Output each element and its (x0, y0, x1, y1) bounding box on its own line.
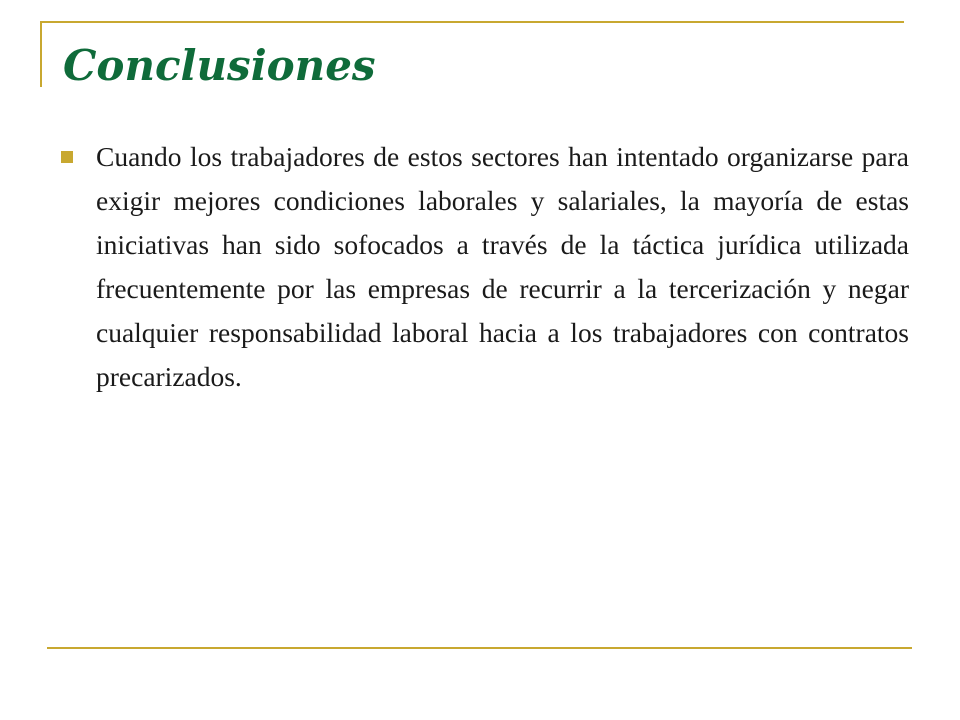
bullet-text: Cuando los trabajadores de estos sectores han intentado organizarse para exigir mejores condiciones laborales y salariales, la mayoría de estas iniciativas han sido sofocados a través de la táctica jurídica utilizada frecuentemente por las empresas de recurrir a la tercerización y negar cualquier responsabilidad laboral hacia a los trabajadores con contratos precarizados. (96, 141, 909, 392)
slide-title: Conclusiones (63, 41, 376, 90)
bottom-rule (47, 647, 912, 649)
left-rule (40, 21, 42, 87)
square-bullet-icon (61, 151, 73, 163)
top-rule (40, 21, 904, 23)
